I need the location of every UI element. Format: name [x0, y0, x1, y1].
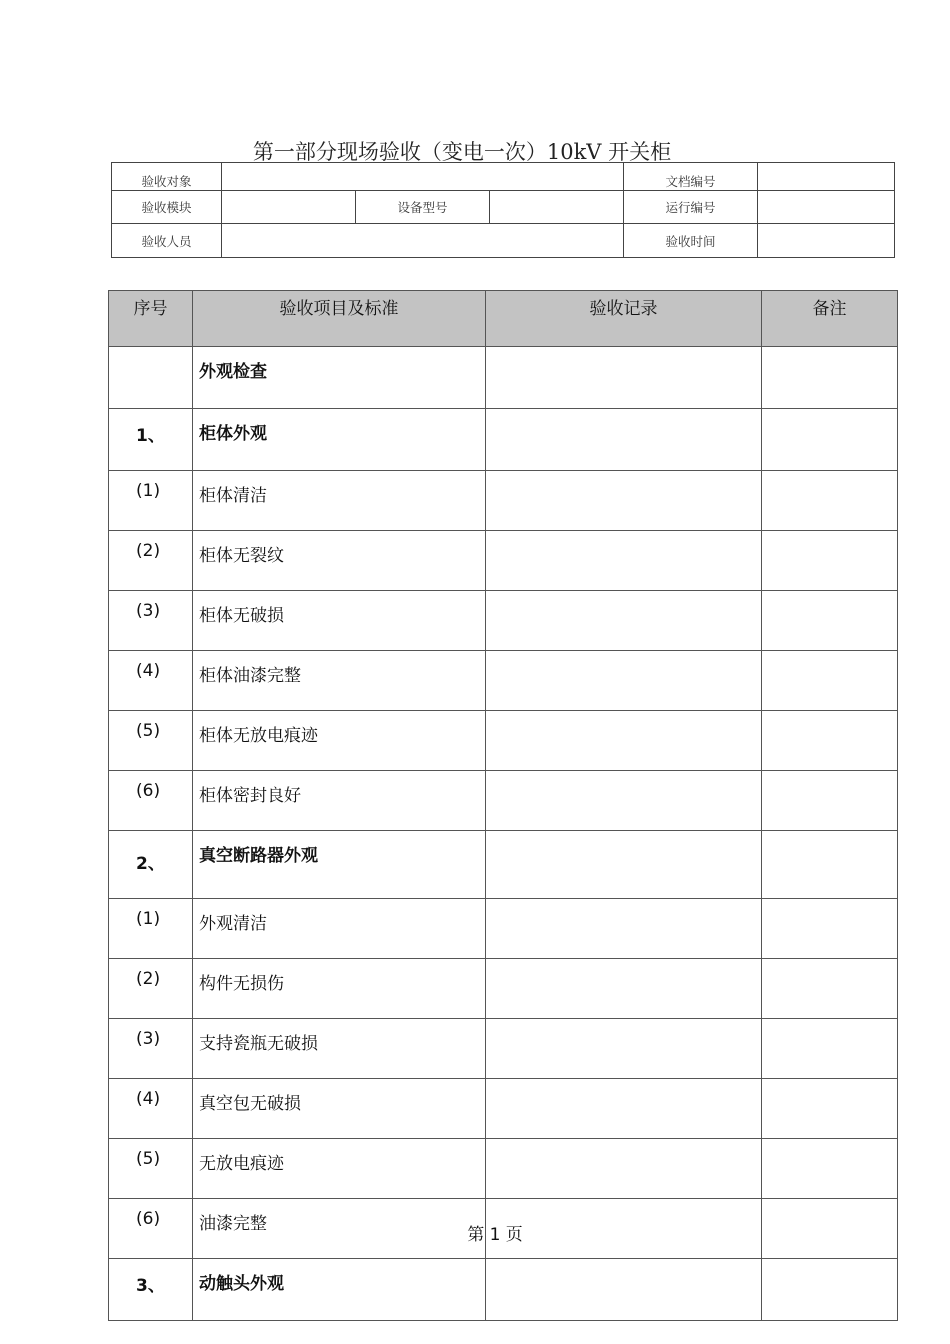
object-label: 验收对象: [112, 163, 222, 191]
row-index: (2): [109, 959, 193, 1019]
table-row: [109, 471, 898, 531]
remark-cell[interactable]: [762, 651, 898, 711]
row-index: (2): [109, 531, 193, 591]
table-row: [109, 711, 898, 771]
row-item: 真空包无破损: [193, 1079, 486, 1139]
module-label: 验收模块: [112, 191, 222, 224]
row-index: 3、: [109, 1259, 193, 1321]
row-item: 外观检查: [193, 347, 486, 409]
row-item: 柜体外观: [193, 409, 486, 471]
row-item: 油漆完整: [193, 1199, 486, 1259]
table-row: [109, 1019, 898, 1079]
row-index: (1): [109, 471, 193, 531]
record-cell[interactable]: [486, 959, 762, 1019]
record-cell[interactable]: [486, 899, 762, 959]
staff-label: 验收人员: [112, 224, 222, 258]
table-row: [109, 591, 898, 651]
record-cell[interactable]: [486, 531, 762, 591]
row-index: 2、: [109, 831, 193, 899]
remark-cell[interactable]: [762, 1019, 898, 1079]
record-cell[interactable]: [486, 651, 762, 711]
table-row: [109, 347, 898, 409]
table-row: [109, 531, 898, 591]
remark-cell[interactable]: [762, 1139, 898, 1199]
record-cell[interactable]: [486, 409, 762, 471]
row-item: 构件无损伤: [193, 959, 486, 1019]
run-no-label: 运行编号: [624, 191, 758, 224]
time-label: 验收时间: [624, 224, 758, 258]
row-item: 柜体无放电痕迹: [193, 711, 486, 771]
remark-cell[interactable]: [762, 1079, 898, 1139]
header-index: 序号: [109, 291, 193, 347]
record-cell[interactable]: [486, 771, 762, 831]
remark-cell[interactable]: [762, 471, 898, 531]
remark-cell[interactable]: [762, 959, 898, 1019]
remark-cell[interactable]: [762, 591, 898, 651]
table-row: [109, 771, 898, 831]
row-item: 柜体油漆完整: [193, 651, 486, 711]
record-cell[interactable]: [486, 471, 762, 531]
table-row: [109, 409, 898, 471]
page-number: 第 1 页: [467, 1225, 523, 1245]
row-index: (6): [109, 771, 193, 831]
object-value[interactable]: [222, 163, 624, 191]
row-item: 动触头外观: [193, 1259, 486, 1321]
row-item: 真空断路器外观: [193, 831, 486, 899]
row-index: (3): [109, 1019, 193, 1079]
row-index: (5): [109, 711, 193, 771]
row-item: 柜体无破损: [193, 591, 486, 651]
row-item: 柜体清洁: [193, 471, 486, 531]
run-no-value[interactable]: [758, 191, 895, 224]
record-cell[interactable]: [486, 1079, 762, 1139]
row-index: (5): [109, 1139, 193, 1199]
remark-cell[interactable]: [762, 899, 898, 959]
time-value[interactable]: [758, 224, 895, 258]
row-item: 无放电痕迹: [193, 1139, 486, 1199]
doc-no-label: 文档编号: [624, 163, 758, 191]
table-row: [109, 959, 898, 1019]
model-label: 设备型号: [356, 191, 490, 224]
table-row: [109, 1139, 898, 1199]
record-cell[interactable]: [486, 347, 762, 409]
record-cell[interactable]: [486, 1019, 762, 1079]
row-index: (4): [109, 1079, 193, 1139]
record-cell[interactable]: [486, 1139, 762, 1199]
table-row: [109, 1079, 898, 1139]
remark-cell[interactable]: [762, 771, 898, 831]
remark-cell[interactable]: [762, 1259, 898, 1321]
model-value[interactable]: [490, 191, 624, 224]
info-table: [111, 162, 895, 258]
record-cell[interactable]: [486, 711, 762, 771]
inspection-table: [108, 290, 898, 1321]
record-cell[interactable]: [486, 591, 762, 651]
row-index: (6): [109, 1199, 193, 1259]
row-index: (3): [109, 591, 193, 651]
row-index: 1、: [109, 409, 193, 471]
record-cell[interactable]: [486, 831, 762, 899]
row-index: [109, 347, 193, 409]
header-item: 验收项目及标准: [193, 291, 486, 347]
row-index: (4): [109, 651, 193, 711]
table-row: [109, 651, 898, 711]
header-record: 验收记录: [486, 291, 762, 347]
document-title: 第一部分现场验收（变电一次）10kV 开关柜: [252, 140, 672, 164]
row-item: 外观清洁: [193, 899, 486, 959]
remark-cell[interactable]: [762, 347, 898, 409]
remark-cell[interactable]: [762, 409, 898, 471]
remark-cell[interactable]: [762, 831, 898, 899]
record-cell[interactable]: [486, 1259, 762, 1321]
module-value[interactable]: [222, 191, 356, 224]
table-row: [109, 1259, 898, 1321]
table-row: [109, 899, 898, 959]
doc-no-value[interactable]: [758, 163, 895, 191]
staff-value[interactable]: [222, 224, 624, 258]
table-row: [109, 831, 898, 899]
remark-cell[interactable]: [762, 531, 898, 591]
header-remark: 备注: [762, 291, 898, 347]
row-item: 柜体密封良好: [193, 771, 486, 831]
row-item: 柜体无裂纹: [193, 531, 486, 591]
row-index: (1): [109, 899, 193, 959]
remark-cell[interactable]: [762, 711, 898, 771]
row-item: 支持瓷瓶无破损: [193, 1019, 486, 1079]
